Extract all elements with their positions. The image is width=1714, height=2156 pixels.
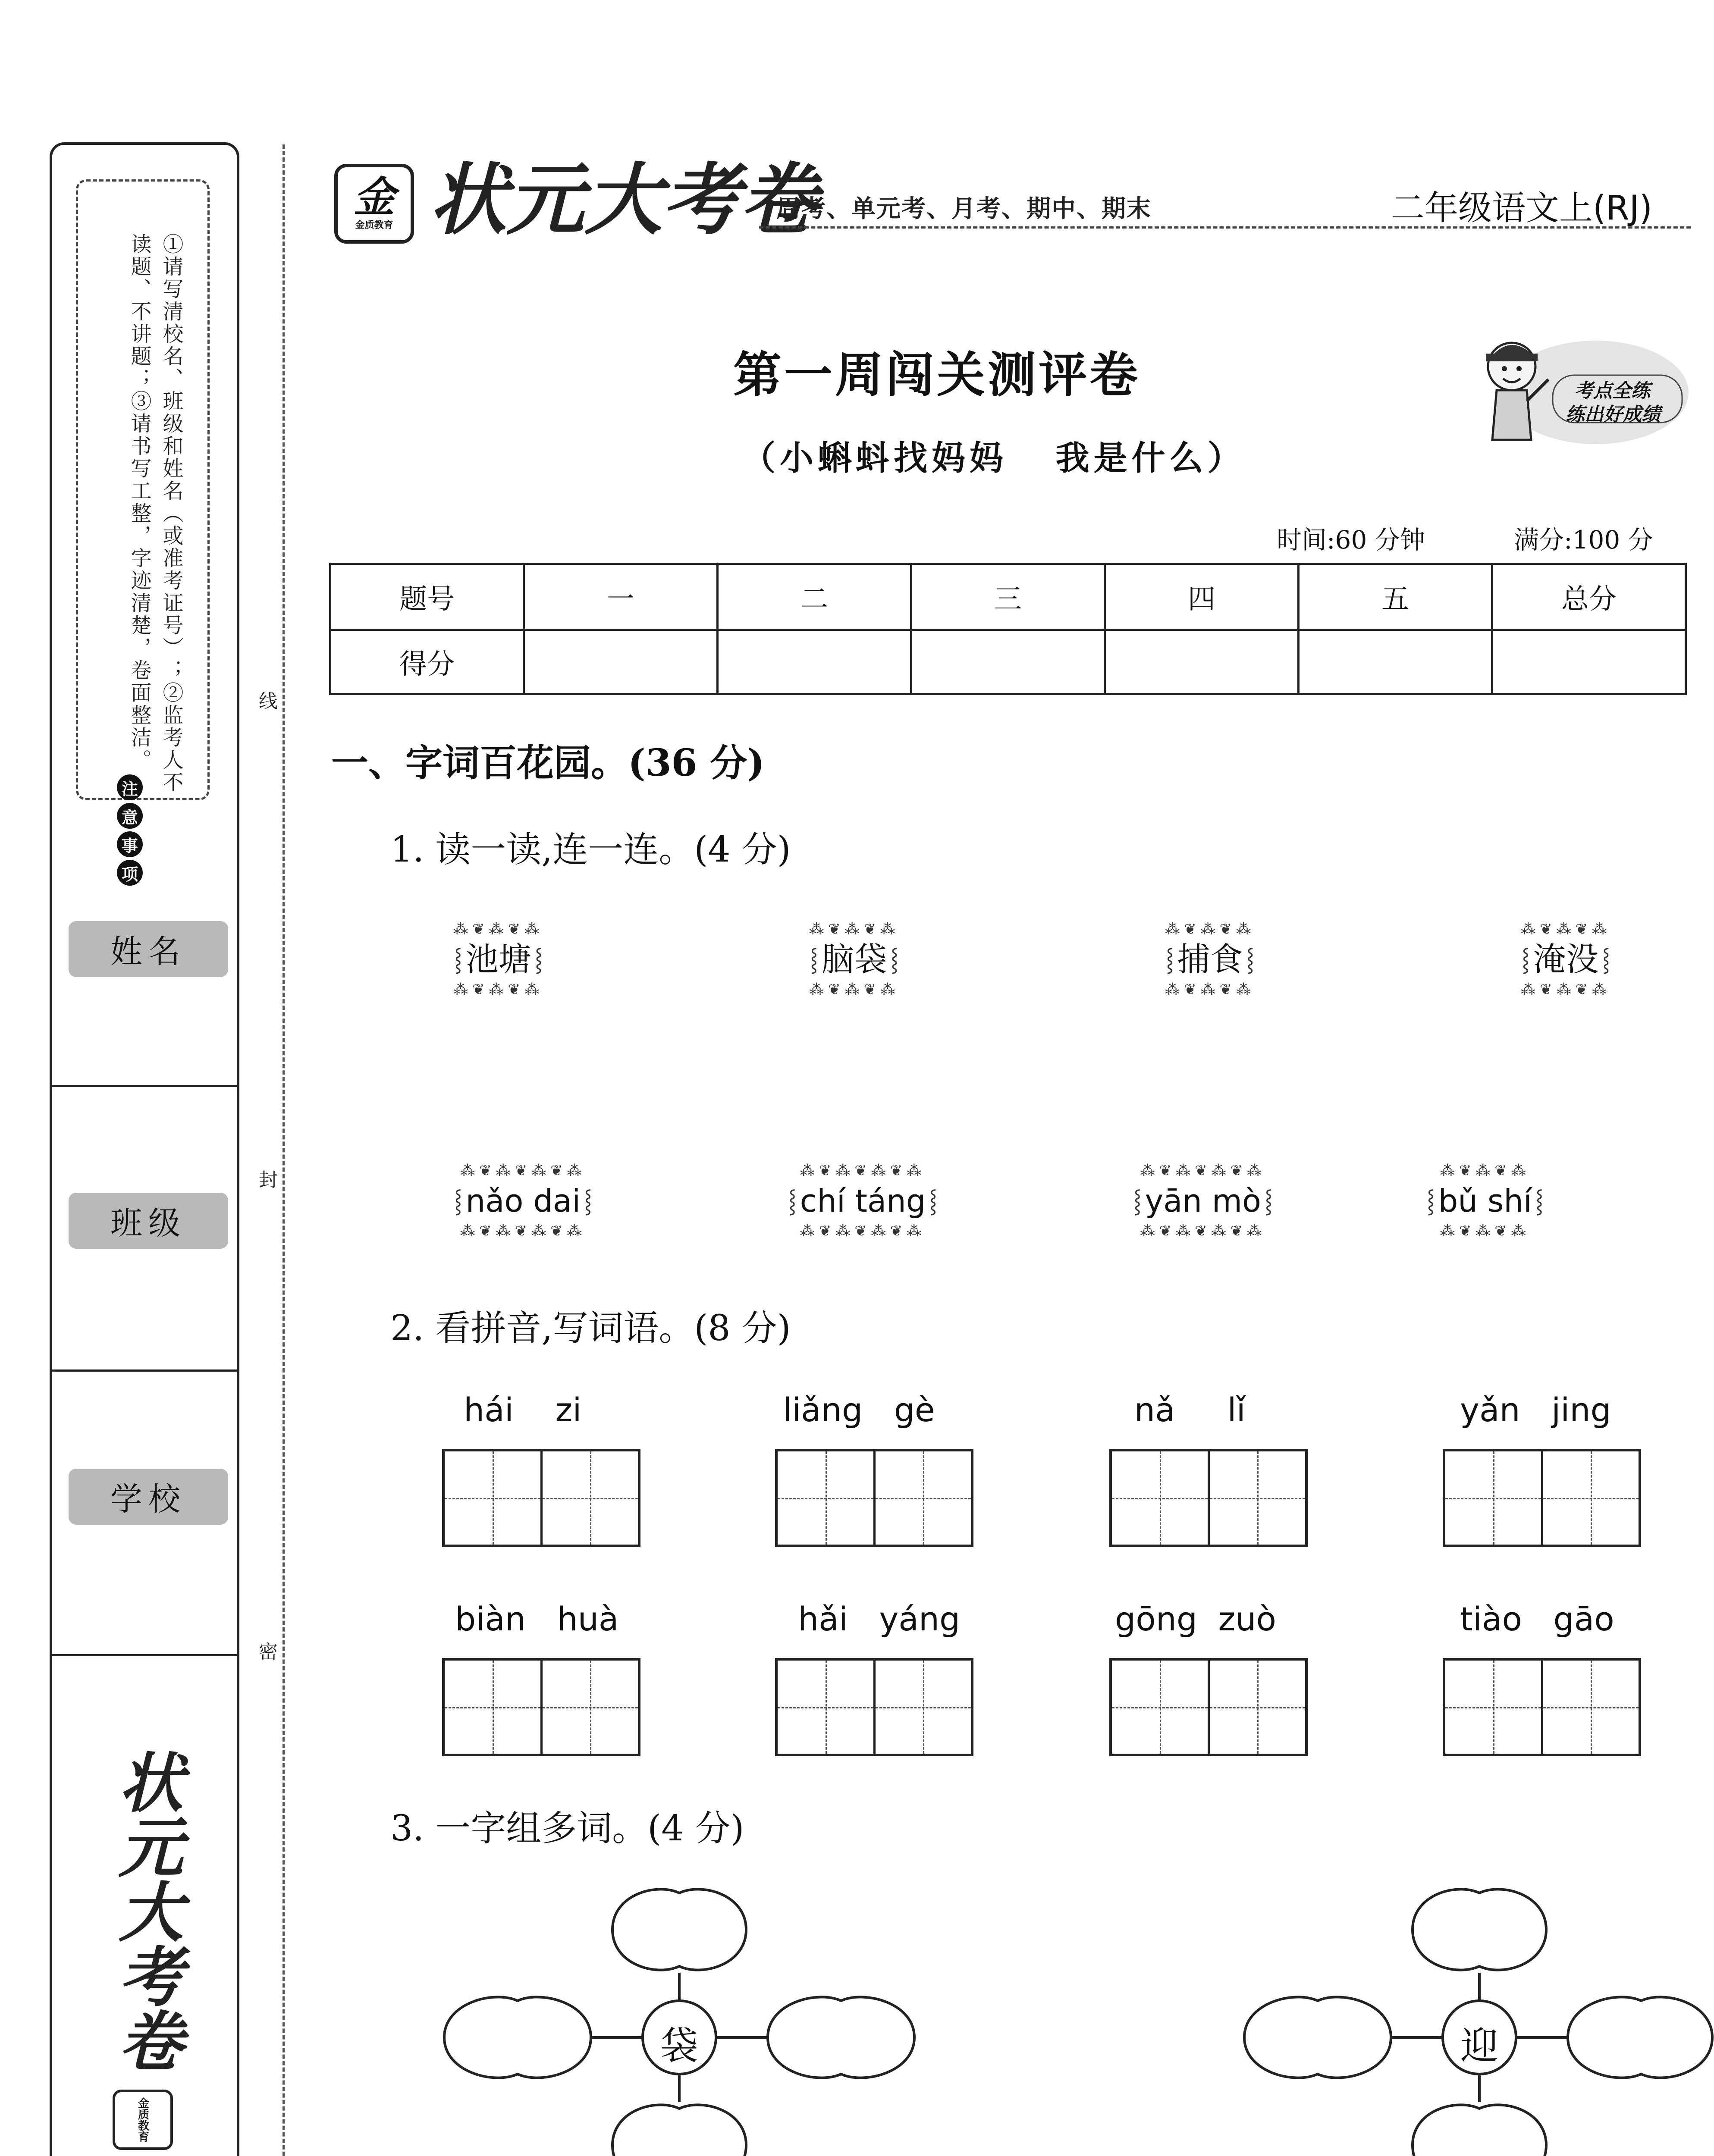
word-card[interactable]: ⁂❦⁂❦⁂ ⸾ 捕食 ⸾ ⁂❦⁂❦⁂ <box>1165 921 1256 998</box>
mascot-text-2: 练出好成绩 <box>1566 404 1661 426</box>
pinyin-card[interactable]: ⁂❦⁂❦⁂ ⸾ bǔ shí ⸾ ⁂❦⁂❦⁂ <box>1427 1162 1544 1240</box>
score-cell[interactable] <box>718 630 911 694</box>
pinyin-text: chí táng <box>800 1183 926 1219</box>
word-text: 池塘 <box>465 940 531 978</box>
notice-rules: ①请写清校名、班级和姓名（或准考证号）；②监考人不读题、不讲题；③请书写工整，字迹清楚，卷面整洁。 <box>127 233 183 794</box>
pinyin-text: nǎo dai <box>465 1183 581 1219</box>
writing-grid[interactable] <box>775 1449 973 1547</box>
pinyin-prompt: gōng zuò <box>1115 1600 1277 1638</box>
divider <box>52 1085 237 1087</box>
word-card[interactable]: ⁂❦⁂❦⁂ ⸾ 池塘 ⸾ ⁂❦⁂❦⁂ <box>453 921 544 998</box>
score-cell[interactable] <box>1492 630 1686 694</box>
pinyin-prompt: hǎi yáng <box>798 1600 961 1638</box>
side-brand-text: 状元大考卷 <box>107 1749 182 2072</box>
pinyin-prompt: tiào gāo <box>1460 1600 1614 1638</box>
time-limit: 时间:60 分钟 <box>1277 525 1425 555</box>
logo-publisher: 金质教育 <box>355 220 393 231</box>
word-text: 捕食 <box>1177 940 1243 978</box>
section-title: 一、字词百花园。(36 分) <box>331 741 765 785</box>
mascot-badge <box>1466 328 1691 453</box>
table-row <box>330 630 1686 694</box>
pinyin-prompt: nǎ lǐ <box>1134 1391 1246 1429</box>
mascot-text-1: 考点全练 <box>1574 380 1650 402</box>
grade-subject: 二年级语文上(RJ) <box>1391 189 1653 228</box>
school-field-label: 学校 <box>69 1469 228 1525</box>
fold-line <box>283 144 285 2156</box>
logo-glyph: 金 <box>353 173 395 221</box>
table-header-cell: 总分 <box>1492 564 1686 630</box>
question-2-title: 2. 看拼音,写词语。(8 分) <box>390 1308 791 1349</box>
table-header-cell: 四 <box>1105 564 1299 630</box>
score-cell[interactable] <box>1105 630 1299 694</box>
pinyin-text: yān mò <box>1145 1183 1262 1219</box>
score-cell[interactable] <box>1299 630 1492 694</box>
table-header-cell: 五 <box>1299 564 1492 630</box>
side-brand-logo <box>100 1740 195 2156</box>
brand-logo: 状元大考卷 <box>429 155 818 245</box>
writing-grid[interactable] <box>1109 1449 1308 1547</box>
table-header-cell: 三 <box>911 564 1105 630</box>
writing-grid[interactable] <box>442 1449 640 1547</box>
word-text: 淹没 <box>1533 940 1599 978</box>
publisher-logo-icon <box>113 2090 173 2150</box>
notice-badge: 事 <box>117 831 143 857</box>
word-card[interactable]: ⁂❦⁂❦⁂ ⸾ 脑袋 ⸾ ⁂❦⁂❦⁂ <box>809 921 900 998</box>
pinyin-prompt: hái zi <box>464 1391 582 1429</box>
publisher-logo-icon <box>334 164 414 244</box>
divider <box>52 1654 237 1656</box>
fold-mark-secret: 密 <box>259 1641 278 1663</box>
word-text: 脑袋 <box>821 940 887 978</box>
score-row-label: 得分 <box>330 630 524 694</box>
pinyin-prompt: biàn huà <box>455 1600 619 1638</box>
notice-badge: 意 <box>117 803 143 829</box>
writing-grid[interactable] <box>1443 1449 1641 1547</box>
pinyin-prompt: liǎng gè <box>783 1391 935 1429</box>
page-title: 第一周闯关测评卷 <box>733 347 1140 403</box>
exam-types-tagline: 周考、单元考、月考、期中、期末 <box>776 194 1152 223</box>
table-row <box>330 564 1686 630</box>
pinyin-card[interactable]: ⁂❦⁂❦⁂❦⁂ ⸾ yān mò ⸾ ⁂❦⁂❦⁂❦⁂ <box>1133 1162 1273 1240</box>
table-header-cell: 题号 <box>330 564 524 630</box>
binding-margin-panel <box>50 142 239 2156</box>
table-header-cell: 一 <box>524 564 718 630</box>
writing-grid[interactable] <box>1109 1658 1308 1756</box>
writing-grid[interactable] <box>775 1658 973 1756</box>
notice-badge: 项 <box>117 860 143 886</box>
name-field-label: 姓名 <box>69 921 228 977</box>
notice-box <box>76 179 210 800</box>
question-1-title: 1. 读一读,连一连。(4 分) <box>390 829 791 870</box>
center-char: 袋 <box>660 2024 698 2068</box>
pinyin-card[interactable]: ⁂❦⁂❦⁂❦⁂ ⸾ nǎo dai ⸾ ⁂❦⁂❦⁂❦⁂ <box>454 1162 592 1240</box>
page-subtitle: （小蝌蚪找妈妈 我是什么） <box>742 439 1246 478</box>
side-publisher: 金质教育 <box>136 2097 149 2142</box>
table-header-cell: 二 <box>718 564 911 630</box>
class-field-label: 班级 <box>69 1193 228 1249</box>
score-cell[interactable] <box>524 630 718 694</box>
writing-grid[interactable] <box>1443 1658 1641 1756</box>
pinyin-prompt: yǎn jing <box>1460 1391 1611 1429</box>
center-char: 迎 <box>1460 2024 1498 2068</box>
score-table <box>329 563 1687 695</box>
full-score: 满分:100 分 <box>1514 525 1653 555</box>
divider <box>52 1369 237 1372</box>
pinyin-text: bǔ shí <box>1438 1183 1532 1219</box>
fold-mark-seal: 封 <box>259 1169 278 1191</box>
notice-badges <box>117 774 143 886</box>
notice-badge: 注 <box>117 774 143 800</box>
question-3-title: 3. 一字组多词。(4 分) <box>390 1808 744 1849</box>
writing-grid[interactable] <box>442 1658 640 1756</box>
fold-mark-line: 线 <box>259 690 278 712</box>
word-card[interactable]: ⁂❦⁂❦⁂ ⸾ 淹没 ⸾ ⁂❦⁂❦⁂ <box>1521 921 1611 998</box>
score-cell[interactable] <box>911 630 1105 694</box>
pinyin-card[interactable]: ⁂❦⁂❦⁂❦⁂ ⸾ chí táng ⸾ ⁂❦⁂❦⁂❦⁂ <box>788 1162 938 1240</box>
